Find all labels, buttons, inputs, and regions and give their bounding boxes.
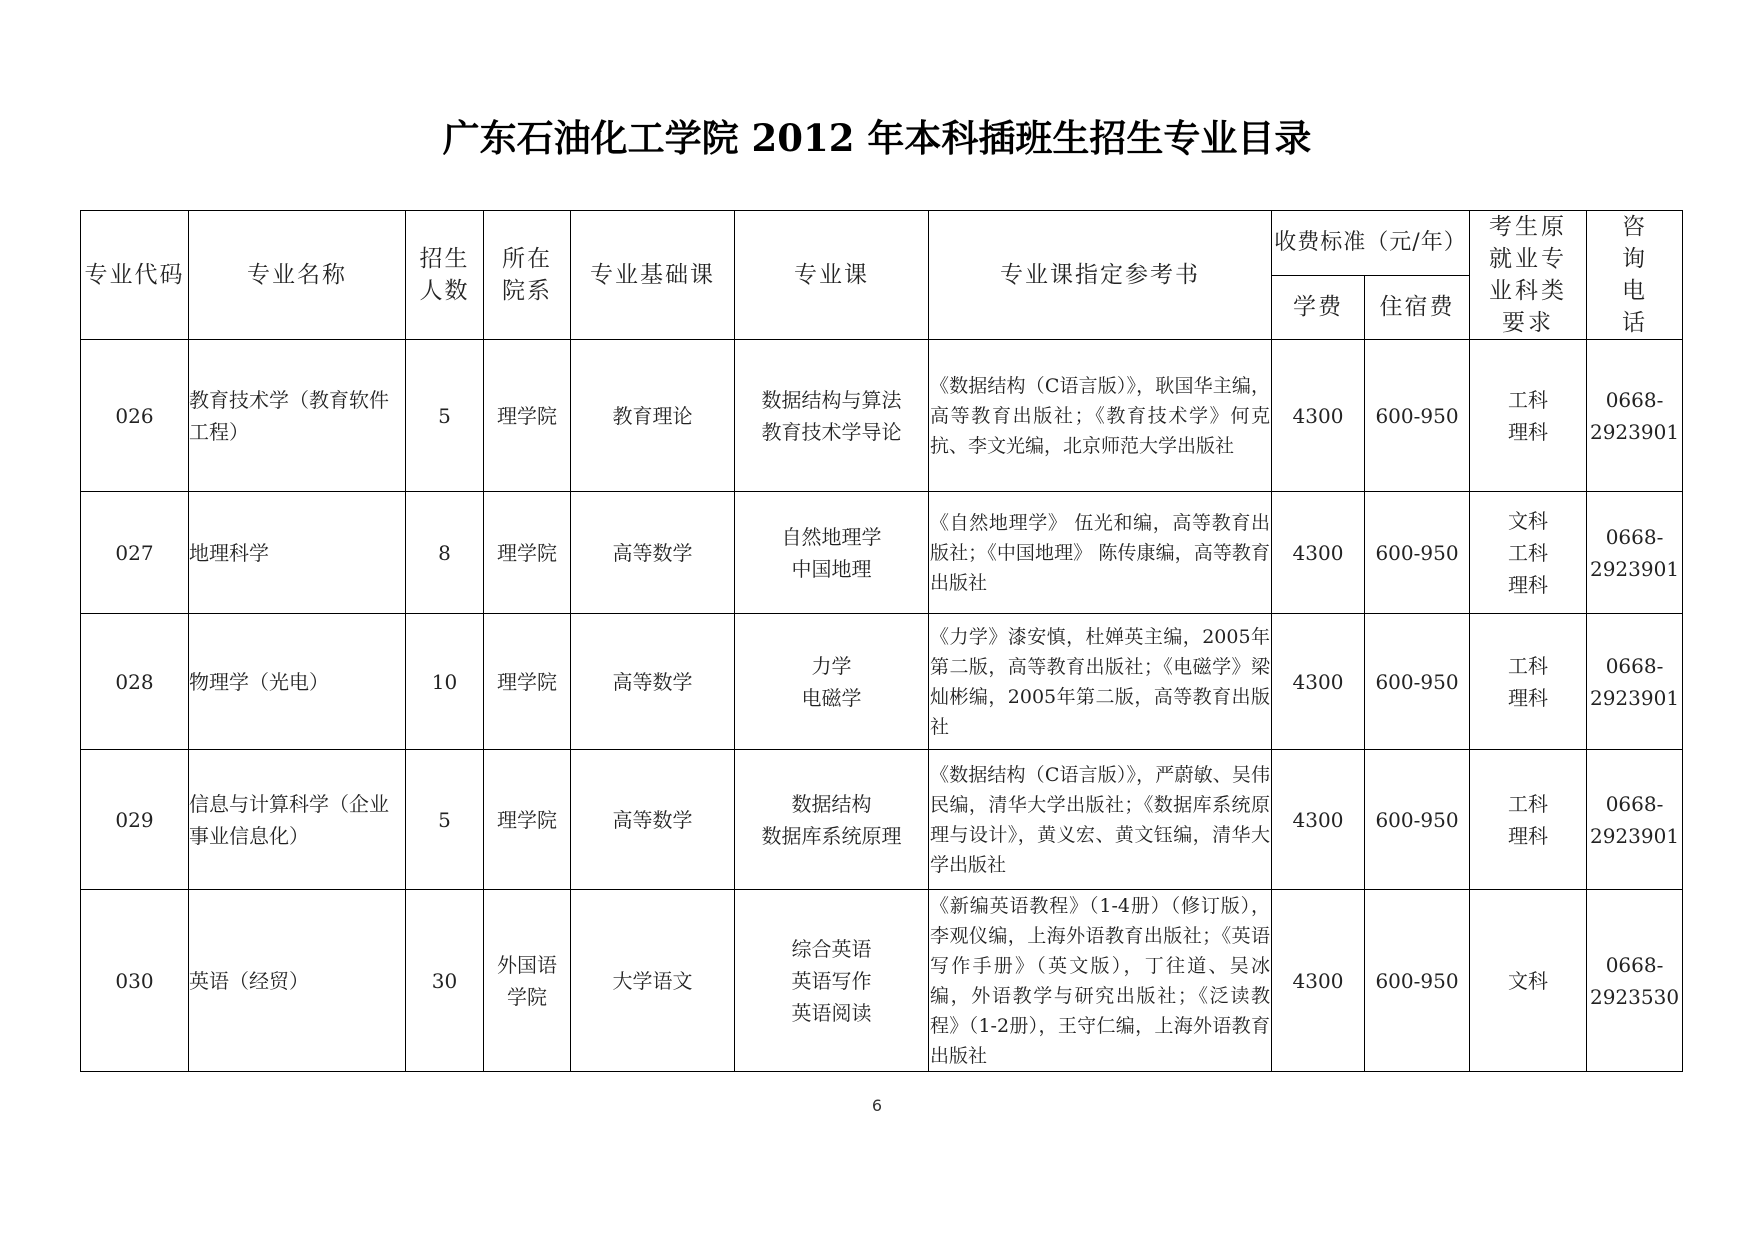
cell-tuition: 4300 <box>1272 750 1365 890</box>
catalog-table <box>80 210 1683 1072</box>
cell-quota: 30 <box>406 890 484 1072</box>
cell-reference: 《数据结构（C语言版）》，耿国华主编，高等教育出版社；《教育技术学》何克抗、李文光编，北京师范大学出版社 <box>929 340 1272 492</box>
cell-quota: 8 <box>406 492 484 614</box>
cell-basic-course: 教育理论 <box>571 340 735 492</box>
cell-accommodation: 600-950 <box>1365 492 1470 614</box>
cell-dept: 理学院 <box>484 340 571 492</box>
cell-tuition: 4300 <box>1272 340 1365 492</box>
cell-code: 029 <box>81 750 189 890</box>
header-tuition: 学费 <box>1272 275 1365 340</box>
cell-name: 信息与计算科学（企业事业信息化） <box>189 750 406 890</box>
table-row <box>81 750 1683 890</box>
cell-dept: 理学院 <box>484 614 571 750</box>
cell-reference: 《自然地理学》 伍光和编，高等教育出版社；《中国地理》 陈传康编，高等教育出版社 <box>929 492 1272 614</box>
cell-subject-req: 工科 理科 <box>1470 340 1587 492</box>
cell-major-course: 综合英语 英语写作 英语阅读 <box>735 890 929 1072</box>
cell-subject-req: 工科 理科 <box>1470 614 1587 750</box>
cell-reference: 《数据结构（C语言版）》，严蔚敏、吴伟民编，清华大学出版社；《数据库系统原理与设计》，黄义宏、黄文钰编，清华大学出版社 <box>929 750 1272 890</box>
page-number: 6 <box>871 1096 883 1115</box>
header-subject-req: 考生原就业专业科类要求 <box>1470 211 1587 340</box>
header-accommodation: 住宿费 <box>1365 275 1470 340</box>
cell-quota: 5 <box>406 750 484 890</box>
cell-code: 030 <box>81 890 189 1072</box>
cell-subject-req: 文科 <box>1470 890 1587 1072</box>
cell-dept: 理学院 <box>484 750 571 890</box>
header-fee-standard: 收费标准（元/年） <box>1272 211 1470 276</box>
header-dept: 所在院系 <box>484 211 571 340</box>
cell-basic-course: 高等数学 <box>571 492 735 614</box>
header-basic-course: 专业基础课 <box>571 211 735 340</box>
header-quota: 招生人数 <box>406 211 484 340</box>
cell-subject-req: 文科 工科 理科 <box>1470 492 1587 614</box>
page-title: 广东石油化工学院 2012 年本科插班生招生专业目录 <box>442 116 1312 160</box>
cell-accommodation: 600-950 <box>1365 750 1470 890</box>
cell-basic-course: 高等数学 <box>571 614 735 750</box>
cell-subject-req: 工科 理科 <box>1470 750 1587 890</box>
cell-accommodation: 600-950 <box>1365 614 1470 750</box>
cell-name: 地理科学 <box>189 492 406 614</box>
cell-phone: 0668- 2923530 <box>1587 890 1683 1072</box>
header-major-course: 专业课 <box>735 211 929 340</box>
cell-quota: 10 <box>406 614 484 750</box>
cell-tuition: 4300 <box>1272 492 1365 614</box>
cell-basic-course: 大学语文 <box>571 890 735 1072</box>
cell-phone: 0668- 2923901 <box>1587 340 1683 492</box>
cell-major-course: 自然地理学 中国地理 <box>735 492 929 614</box>
cell-reference: 《新编英语教程》（1-4册）（修订版），李观仪编，上海外语教育出版社；《英语写作手册》（英文版），丁往道、吴冰编，外语教学与研究出版社；《泛读教程》（1-2册），王守仁编，上海外语教育出版社 <box>929 890 1272 1072</box>
cell-name: 英语（经贸） <box>189 890 406 1072</box>
cell-phone: 0668- 2923901 <box>1587 750 1683 890</box>
cell-major-course: 数据结构与算法 教育技术学导论 <box>735 340 929 492</box>
cell-accommodation: 600-950 <box>1365 340 1470 492</box>
cell-reference: 《力学》漆安慎，杜婵英主编，2005年第二版，高等教育出版社；《电磁学》梁灿彬编，2005年第二版，高等教育出版社 <box>929 614 1272 750</box>
cell-phone: 0668- 2923901 <box>1587 614 1683 750</box>
cell-dept: 理学院 <box>484 492 571 614</box>
cell-name: 教育技术学（教育软件工程） <box>189 340 406 492</box>
table-row <box>81 614 1683 750</box>
header-code: 专业代码 <box>81 211 189 340</box>
cell-name: 物理学（光电） <box>189 614 406 750</box>
header-phone: 咨询电话 <box>1587 211 1683 340</box>
cell-major-course: 力学 电磁学 <box>735 614 929 750</box>
header-reference: 专业课指定参考书 <box>929 211 1272 340</box>
table-row <box>81 340 1683 492</box>
header-name: 专业名称 <box>189 211 406 340</box>
cell-phone: 0668- 2923901 <box>1587 492 1683 614</box>
table-row <box>81 890 1683 1072</box>
cell-dept: 外国语学院 <box>484 890 571 1072</box>
cell-major-course: 数据结构 数据库系统原理 <box>735 750 929 890</box>
cell-code: 026 <box>81 340 189 492</box>
cell-quota: 5 <box>406 340 484 492</box>
table-row <box>81 492 1683 614</box>
cell-basic-course: 高等数学 <box>571 750 735 890</box>
cell-tuition: 4300 <box>1272 614 1365 750</box>
cell-accommodation: 600-950 <box>1365 890 1470 1072</box>
cell-code: 028 <box>81 614 189 750</box>
cell-tuition: 4300 <box>1272 890 1365 1072</box>
cell-code: 027 <box>81 492 189 614</box>
